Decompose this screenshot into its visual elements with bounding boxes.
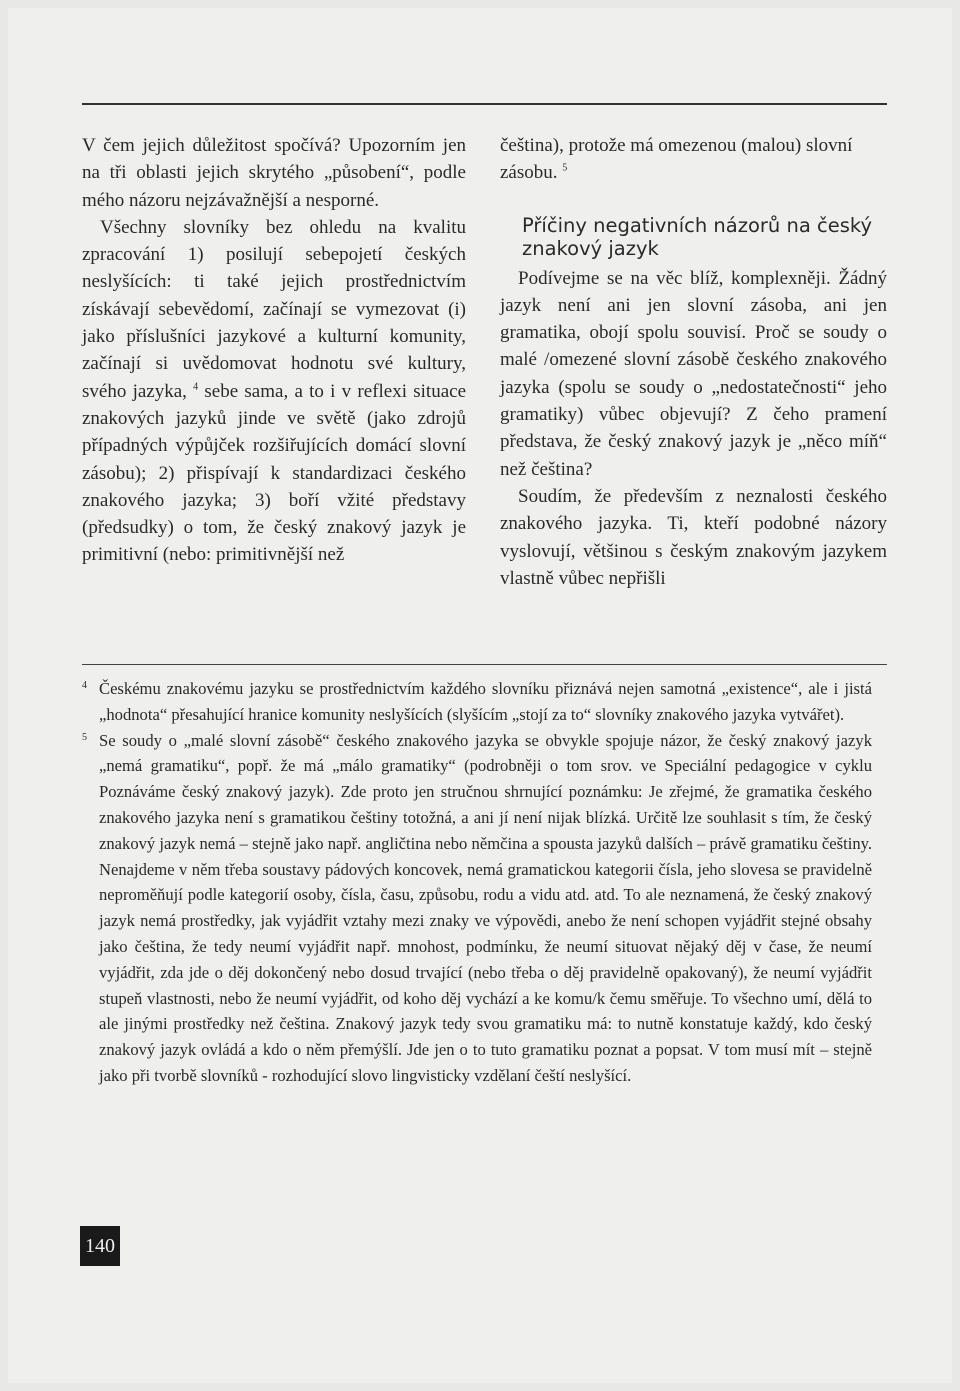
right-paragraph-1: Podívejme se na věc blíž, komplexněji. Žádný jazyk není ani jen slovní zásoba, ani jen gramatika, obojí spolu souvisí. Proč se soudy o malé /omezené slovní zásobě českého znakového jazyka (spolu se soudy o „nedostatečnosti“ jeho gramatiky) vůbec objevují? Z čeho pramení představa, že český znakový jazyk je „něco míň“ než čeština? — [500, 267, 887, 480]
page-number: 140 — [80, 1226, 120, 1266]
left-column — [82, 132, 466, 569]
right-paragraph-2: Soudím, že především z neznalosti českého znakového jazyka. Ti, kteří podobné názory vyslovují, většinou s českým znakovým jazykem vlastně vůbec nepřišli — [500, 485, 887, 589]
footnote-text: Se soudy o „malé slovní zásobě“ českého znakového jazyka se obvykle spojuje názor, že český znakový jazyk „nemá gramatiku“, popř. že má „málo gramatiky“ (podrobněji o tom srov. ve Speciální pedagogice v cyklu Poznáváme český znakový jazyk). Zde proto jen stručnou shrnující poznámku: Je zřejmé, že gramatika českého znakového jazyka není s gramatikou češtiny totožná, a ani jí není nijak blízká. Určitě lze souhlasit s tím, že český znakový jazyk nemá – stejně jako např. angličtina nebo němčina a spousta jazyků dalších – právě gramatiku češtiny. Nenajdeme v něm třeba soustavy pádových koncovek, nemá gramatickou kategorii čísla, jeho slovesa se pravidelně neproměňují podle kategorií osoby, čísla, času, způsobu, rodu a vidu atd. atd. To ale neznamená, že český znakový jazyk nemá prostředky, jak vyjádřit vztahy mezi znaky ve výpovědi, anebo že není schopen vyjádřit stejné obsahy jako čeština, že tedy neumí vyjádřit např. mnohost, podmínku, že neumí situovat nějaký děj v čase, že neumí vyjádřit, zda jde o děj dokončený nebo dosud trvající (nebo třeba o děj pravidelně opakovaný), že neumí vyjádřit stupeň vlastnosti, nebo že neumí vyjádřit, od koho děj vychází a ke komu/k čemu směřuje. To všechno umí, dělá to ale jinými prostředky než čeština. Znakový jazyk tedy svou gramatiku má: to nutně konstatuje každý, kdo český znakový jazyk ovládá a kdo o něm přemýšlí. Jde jen o to tuto gramatiku poznat a popsat. V tom musí mít – stejně jako při tvorbě slovníků - rozhodující slovo lingvisticky vzdělaní čeští neslyšící. — [99, 730, 872, 1085]
left-paragraph-2-part-2: sebe sama, a to i v reflexi situace znakových jazyků jinde ve světě (jako zdrojů případných výpůjček rozšiřujících domácí slovní zásobu); 2) přispívají k standardizaci českého znakového jazyka; 3) boří vžité představy (předsudky) o tom, že český znakový jazyk je primitivní (nebo: primitivnější než — [82, 380, 467, 566]
header-rule — [82, 103, 887, 105]
footnotes — [82, 676, 872, 1089]
footnote-mark: 5 — [82, 731, 87, 743]
footnote-mark: 4 — [82, 680, 87, 691]
footnote-ref-4[interactable]: 4 — [193, 381, 199, 393]
footnote-4 — [82, 676, 872, 728]
right-continuation-text: čeština), protože má omezenou (malou) slovní zásobu. — [500, 135, 853, 184]
right-column — [500, 132, 887, 592]
section-heading: Příčiny negativních názorů na český znakový jazyk — [522, 213, 873, 260]
left-paragraph-1: V čem jejich důležitost spočívá? Upozorním jen na tři oblasti jejich skrytého „působení“, podle mého názoru nejzávažnější a nesporné. — [82, 135, 466, 211]
footnote-rule — [82, 664, 887, 665]
footnote-ref-5[interactable]: 5 — [562, 162, 568, 174]
left-paragraph-2-part-1: Všechny slovníky bez ohledu na kvalitu zpracování 1) posilují sebepojetí českých neslyšících: ti také jejich prostřednictvím získávají sebevědomí, začínají se vymezovat (i) jako příslušníci jazykové a kulturní komunity, začínají si uvědomovat hodnotu své kultury, svého jazyka, — [82, 216, 466, 402]
left-paragraph-2 — [82, 214, 466, 569]
footnote-5 — [82, 728, 872, 1089]
right-continuation — [500, 132, 887, 187]
footnote-text: Českému znakovému jazyku se prostřednictvím každého slovníku přiznává nejen samotná „existence“, ale i jistá „hodnota“ přesahující hranice komunity neslyšících (slyšícím „stojí za to“ slovníky znakového jazyka vytvářet). — [99, 679, 872, 724]
